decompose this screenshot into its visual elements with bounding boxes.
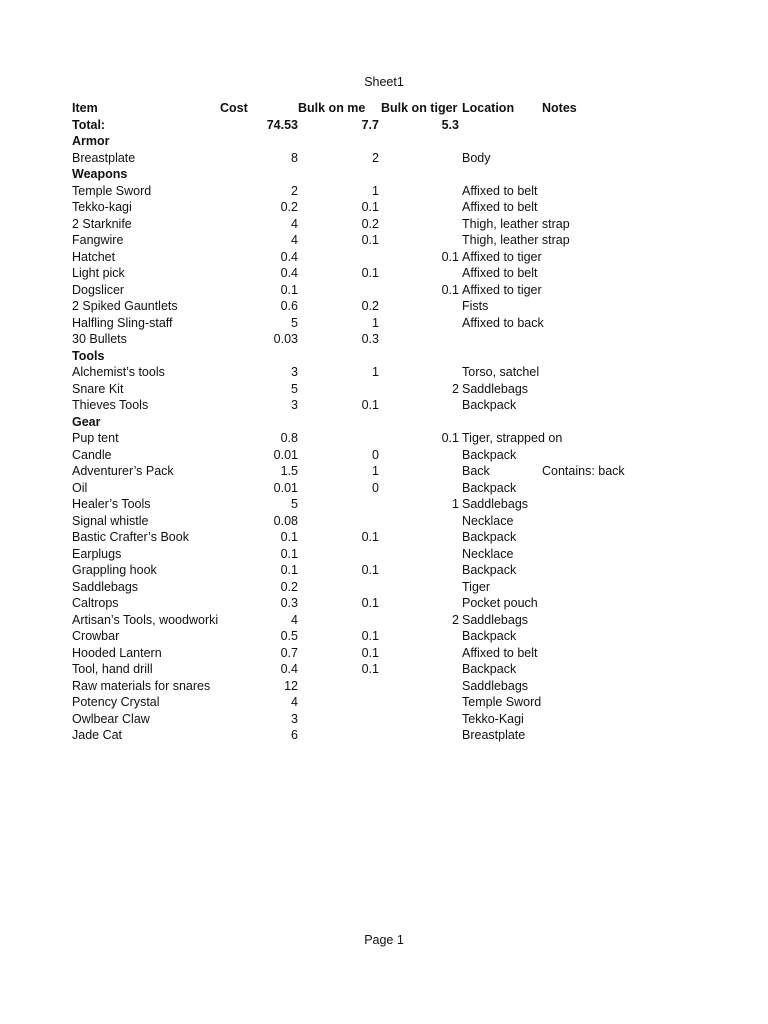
- total-bulk-me: 7.7: [361, 117, 379, 132]
- table-row: [72, 694, 622, 711]
- cost-cell: 4: [291, 233, 298, 247]
- cost-cell: 6: [291, 728, 298, 742]
- table-row: [72, 727, 622, 744]
- header-bulk-tiger: Bulk on tiger: [381, 101, 458, 115]
- table-row: [72, 150, 622, 167]
- item-cell: Grappling hook: [72, 563, 157, 577]
- table-row: [72, 562, 622, 579]
- item-cell: Owlbear Claw: [72, 711, 150, 726]
- bulk-me-cell: 0.1: [361, 200, 379, 214]
- bulk-me-cell: 0.3: [361, 332, 379, 346]
- table-row: [72, 249, 622, 266]
- table-row: [72, 612, 622, 629]
- table-row: [72, 463, 625, 480]
- bulk-me-cell: 0.1: [361, 596, 379, 610]
- header-notes: Notes: [542, 101, 577, 115]
- cost-cell: 0.5: [280, 629, 298, 643]
- location-cell: Backpack: [462, 530, 517, 544]
- bulk-me-cell: 0: [372, 447, 379, 462]
- item-cell: Raw materials for snares: [72, 678, 211, 693]
- table-row: [72, 232, 622, 249]
- location-cell: Backpack: [462, 398, 517, 412]
- bulk-me-cell: 0.1: [361, 645, 379, 660]
- item-cell: Pup tent: [72, 431, 119, 445]
- location-cell: Backpack: [462, 563, 517, 577]
- table-row: [72, 529, 622, 546]
- table-row: [72, 628, 622, 645]
- table-row: [72, 183, 622, 200]
- table-row: [72, 678, 622, 695]
- item-cell: 2 Spiked Gauntlets: [72, 299, 178, 313]
- table-row: [72, 315, 622, 332]
- item-cell: Adventurer’s Pack: [72, 464, 174, 478]
- location-cell: Back: [462, 464, 490, 478]
- cost-cell: 0.2: [280, 579, 298, 594]
- table-row: [72, 298, 622, 315]
- item-cell: Potency Crystal: [72, 695, 160, 709]
- total-bulk-tiger: 5.3: [441, 117, 459, 132]
- item-cell: 2 Starknife: [72, 216, 132, 231]
- section-header-row: [72, 348, 622, 365]
- bulk-me-cell: 0.1: [361, 530, 379, 544]
- cost-cell: 1.5: [280, 464, 298, 478]
- notes-cell: Contains: back: [542, 464, 625, 478]
- section-header-row: [72, 414, 622, 431]
- header-location: Location: [462, 101, 515, 115]
- page-footer: Page 1: [364, 933, 404, 947]
- cost-cell: 0.7: [280, 645, 298, 660]
- location-cell: Affixed to belt: [462, 183, 538, 198]
- table-row: [72, 513, 622, 530]
- location-cell: Saddlebags: [462, 497, 529, 511]
- cost-cell: 0.01: [273, 480, 298, 495]
- item-cell: Tool, hand drill: [72, 662, 153, 676]
- location-cell: Torso, satchel: [462, 365, 540, 379]
- sheet-title: Sheet1: [364, 75, 404, 89]
- item-cell: Fangwire: [72, 233, 124, 247]
- location-cell: Thigh, leather strap: [462, 216, 570, 231]
- location-cell: Breastplate: [462, 728, 526, 742]
- location-cell: Affixed to belt: [462, 645, 538, 660]
- bulk-me-cell: 1: [372, 315, 379, 330]
- table-row: [72, 645, 622, 662]
- location-cell: Tiger: [462, 579, 491, 594]
- item-cell: 30 Bullets: [72, 332, 127, 346]
- cost-cell: 3: [291, 711, 298, 726]
- item-cell: Temple Sword: [72, 183, 152, 198]
- item-cell: Thieves Tools: [72, 398, 149, 412]
- section-header-row: [72, 166, 622, 183]
- item-cell: Crowbar: [72, 629, 120, 643]
- location-cell: Backpack: [462, 480, 517, 495]
- inventory-table: [72, 100, 625, 744]
- cost-cell: 3: [291, 365, 298, 379]
- location-cell: Fists: [462, 299, 489, 313]
- table-row: [72, 496, 622, 513]
- item-cell: Alchemist’s tools: [72, 365, 165, 379]
- cost-cell: 3: [291, 398, 298, 412]
- cost-cell: 5: [291, 381, 298, 396]
- item-cell: Halfling Sling-staff: [72, 315, 173, 330]
- table-row: [72, 381, 622, 398]
- table-row: [72, 397, 622, 414]
- bulk-me-cell: 1: [372, 464, 379, 478]
- section-label: Tools: [72, 348, 105, 363]
- table-row: [72, 430, 622, 447]
- cost-cell: 0.08: [273, 513, 298, 528]
- cost-cell: 0.4: [280, 662, 298, 676]
- location-cell: Backpack: [462, 447, 517, 462]
- item-cell: Bastic Crafter’s Book: [72, 530, 189, 544]
- table-row: [72, 661, 622, 678]
- location-cell: Thigh, leather strap: [462, 233, 570, 247]
- location-cell: Necklace: [462, 546, 514, 561]
- item-cell: Tekko-kagi: [72, 200, 132, 214]
- location-cell: Saddlebags: [462, 381, 529, 396]
- cost-cell: 0.2: [280, 200, 298, 214]
- item-cell: Saddlebags: [72, 579, 139, 594]
- section-header-row: [72, 133, 622, 150]
- table-body: [72, 133, 625, 744]
- bulk-tiger-cell: 0.1: [441, 282, 459, 297]
- section-label: Armor: [72, 134, 110, 148]
- item-cell: Dogslicer: [72, 282, 125, 297]
- location-cell: Saddlebags: [462, 612, 529, 627]
- table-row: [72, 216, 622, 233]
- item-cell: Snare Kit: [72, 381, 124, 396]
- header-cost: Cost: [220, 101, 248, 115]
- item-cell: Artisan’s Tools, woodworki: [72, 612, 219, 627]
- bulk-me-cell: 0.1: [361, 629, 379, 643]
- cost-cell: 2: [291, 183, 298, 198]
- location-cell: Tekko-Kagi: [462, 711, 524, 726]
- cost-cell: 12: [284, 678, 298, 693]
- table-row: [72, 282, 622, 299]
- cost-cell: 0.1: [280, 530, 298, 544]
- table-row: [72, 711, 622, 728]
- bulk-me-cell: 1: [372, 183, 379, 198]
- table-row: [72, 546, 622, 563]
- bulk-me-cell: 0.1: [361, 662, 379, 676]
- total-cost: 74.53: [266, 117, 298, 132]
- location-cell: Affixed to belt: [462, 200, 538, 214]
- header-item: Item: [72, 101, 98, 115]
- location-cell: Affixed to belt: [462, 266, 538, 280]
- item-cell: Caltrops: [72, 596, 119, 610]
- location-cell: Pocket pouch: [462, 596, 538, 610]
- item-cell: Hatchet: [72, 249, 116, 264]
- bulk-tiger-cell: 0.1: [441, 249, 459, 264]
- bulk-me-cell: 0.1: [361, 563, 379, 577]
- cost-cell: 0.6: [280, 299, 298, 313]
- table-row: [72, 480, 622, 497]
- bulk-tiger-cell: 2: [452, 381, 459, 396]
- location-cell: Body: [462, 150, 491, 165]
- cost-cell: 4: [291, 612, 298, 627]
- bulk-me-cell: 0.1: [361, 266, 379, 280]
- bulk-me-cell: 1: [372, 365, 379, 379]
- header-row: [72, 100, 622, 117]
- bulk-me-cell: 0.1: [361, 233, 379, 247]
- bulk-me-cell: 0.2: [361, 299, 379, 313]
- section-label: Gear: [72, 414, 101, 429]
- bulk-me-cell: 2: [372, 150, 379, 165]
- location-cell: Affixed to back: [462, 315, 544, 330]
- bulk-tiger-cell: 2: [452, 612, 459, 627]
- total-row: [72, 117, 622, 134]
- cost-cell: 0.3: [280, 596, 298, 610]
- location-cell: Backpack: [462, 662, 517, 676]
- table-row: [72, 595, 622, 612]
- bulk-tiger-cell: 1: [452, 497, 459, 511]
- item-cell: Light pick: [72, 266, 125, 280]
- location-cell: Saddlebags: [462, 678, 529, 693]
- total-label: Total:: [72, 117, 106, 132]
- item-cell: Breastplate: [72, 150, 136, 165]
- item-cell: Oil: [72, 480, 88, 495]
- header-bulk-me: Bulk on me: [298, 101, 366, 115]
- item-cell: Hooded Lantern: [72, 645, 162, 660]
- table-row: [72, 199, 622, 216]
- cost-cell: 8: [291, 150, 298, 165]
- table-row: [72, 447, 622, 464]
- bulk-me-cell: 0.1: [361, 398, 379, 412]
- table-row: [72, 364, 622, 381]
- location-cell: Affixed to tiger: [462, 249, 542, 264]
- cost-cell: 5: [291, 315, 298, 330]
- location-cell: Necklace: [462, 513, 514, 528]
- cost-cell: 4: [291, 695, 298, 709]
- cost-cell: 0.1: [280, 563, 298, 577]
- item-cell: Earplugs: [72, 546, 122, 561]
- cost-cell: 0.01: [273, 447, 298, 462]
- section-label: Weapons: [72, 167, 128, 181]
- item-cell: Jade Cat: [72, 728, 123, 742]
- cost-cell: 0.1: [280, 546, 298, 561]
- bulk-me-cell: 0: [372, 480, 379, 495]
- cost-cell: 5: [291, 497, 298, 511]
- location-cell: Tiger, strapped on: [462, 431, 563, 445]
- table-row: [72, 579, 622, 596]
- location-cell: Backpack: [462, 629, 517, 643]
- item-cell: Healer’s Tools: [72, 497, 151, 511]
- cost-cell: 4: [291, 216, 298, 231]
- item-cell: Candle: [72, 447, 112, 462]
- location-cell: Temple Sword: [462, 695, 542, 709]
- cost-cell: 0.4: [280, 249, 298, 264]
- cost-cell: 0.03: [273, 332, 298, 346]
- cost-cell: 0.4: [280, 266, 298, 280]
- table-row: [72, 265, 622, 282]
- cost-cell: 0.8: [280, 431, 298, 445]
- cost-cell: 0.1: [280, 282, 298, 297]
- item-cell: Signal whistle: [72, 513, 149, 528]
- location-cell: Affixed to tiger: [462, 282, 542, 297]
- bulk-me-cell: 0.2: [361, 216, 379, 231]
- table-row: [72, 331, 622, 348]
- bulk-tiger-cell: 0.1: [441, 431, 459, 445]
